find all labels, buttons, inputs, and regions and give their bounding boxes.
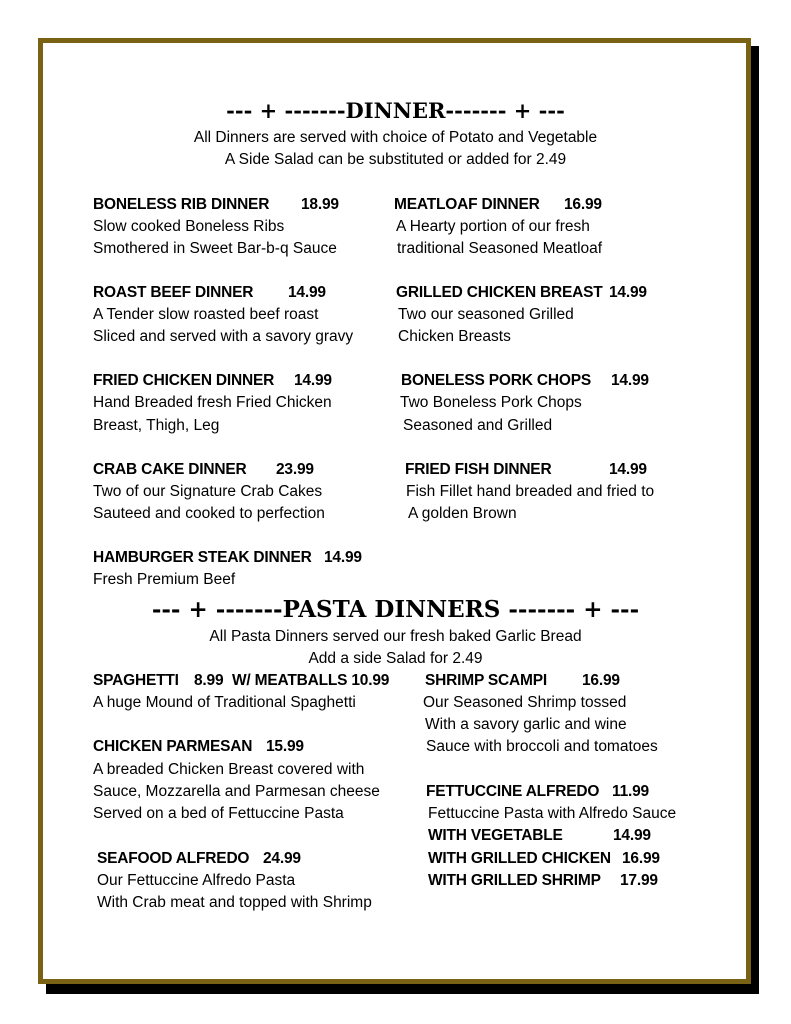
item-desc: Fettuccine Pasta with Alfredo Sauce bbox=[428, 805, 677, 822]
pasta-intro-1: All Pasta Dinners served our fresh baked Garlic Bread bbox=[209, 628, 582, 645]
item-name: FETTUCCINE ALFREDO bbox=[426, 783, 600, 800]
option-price: 17.99 bbox=[620, 872, 658, 889]
item-price: 18.99 bbox=[301, 196, 339, 213]
item-desc: A huge Mound of Traditional Spaghetti bbox=[93, 694, 356, 711]
option-label: WITH GRILLED SHRIMP bbox=[428, 872, 601, 889]
item-desc: Hand Breaded fresh Fried Chicken bbox=[93, 394, 332, 411]
item-price: 14.99 bbox=[609, 284, 647, 301]
item-desc: Smothered in Sweet Bar-b-q Sauce bbox=[93, 240, 337, 257]
item-name: CRAB CAKE DINNER bbox=[93, 461, 247, 478]
item-desc: Sauteed and cooked to perfection bbox=[93, 505, 325, 522]
item-desc: Fresh Premium Beef bbox=[93, 571, 236, 588]
item-desc: Chicken Breasts bbox=[398, 328, 511, 345]
item-price: 8.99 bbox=[194, 672, 224, 689]
item-desc: Sliced and served with a savory gravy bbox=[93, 328, 354, 345]
item-desc: Two of our Signature Crab Cakes bbox=[93, 483, 323, 500]
item-desc: Our Seasoned Shrimp tossed bbox=[423, 694, 627, 711]
item-desc: Two Boneless Pork Chops bbox=[400, 394, 582, 411]
item-desc: Sauce with broccoli and tomatoes bbox=[426, 738, 658, 755]
item-price: 23.99 bbox=[276, 461, 314, 478]
dinner-heading: --- + -------DINNER------- + --- bbox=[226, 98, 565, 123]
item-price: 14.99 bbox=[609, 461, 647, 478]
item-name: MEATLOAF DINNER bbox=[394, 196, 540, 213]
item-desc: A breaded Chicken Breast covered with bbox=[93, 761, 365, 778]
pasta-intro-2: Add a side Salad for 2.49 bbox=[308, 650, 483, 667]
item-price: 24.99 bbox=[263, 850, 301, 867]
item-price: 14.99 bbox=[288, 284, 326, 301]
item-desc: Seasoned and Grilled bbox=[403, 417, 553, 434]
item-name: GRILLED CHICKEN BREAST bbox=[396, 284, 603, 301]
item-desc: With a savory garlic and wine bbox=[425, 716, 627, 733]
item-price: 14.99 bbox=[324, 549, 362, 566]
item-name: BONELESS PORK CHOPS bbox=[401, 372, 591, 389]
item-desc: Two our seasoned Grilled bbox=[398, 306, 574, 323]
item-price: 16.99 bbox=[564, 196, 602, 213]
item-desc: Sauce, Mozzarella and Parmesan cheese bbox=[93, 783, 380, 800]
item-desc: Fish Fillet hand breaded and fried to bbox=[406, 483, 655, 500]
item-name: BONELESS RIB DINNER bbox=[93, 196, 270, 213]
item-desc: A Hearty portion of our fresh bbox=[396, 218, 590, 235]
item-price: 14.99 bbox=[611, 372, 649, 389]
dinner-intro-1: All Dinners are served with choice of Potato and Vegetable bbox=[193, 129, 598, 146]
item-price: 16.99 bbox=[582, 672, 620, 689]
item-desc: With Crab meat and topped with Shrimp bbox=[97, 894, 372, 911]
item-price: 14.99 bbox=[294, 372, 332, 389]
option-label: WITH GRILLED CHICKEN bbox=[428, 850, 611, 867]
item-name: SPAGHETTI bbox=[93, 672, 179, 689]
item-name: FRIED FISH DINNER bbox=[405, 461, 552, 478]
item-name: SHRIMP SCAMPI bbox=[425, 672, 547, 689]
item-desc: Our Fettuccine Alfredo Pasta bbox=[97, 872, 296, 889]
item-name: HAMBURGER STEAK DINNER bbox=[93, 549, 312, 566]
item-extra: W/ MEATBALLS 10.99 bbox=[232, 672, 390, 689]
option-price: 16.99 bbox=[622, 850, 660, 867]
item-name: FRIED CHICKEN DINNER bbox=[93, 372, 275, 389]
item-price: 11.99 bbox=[612, 783, 649, 800]
option-price: 14.99 bbox=[613, 827, 651, 844]
dinner-intro-2: A Side Salad can be substituted or added for 2.49 bbox=[224, 151, 567, 168]
item-name: SEAFOOD ALFREDO bbox=[97, 850, 250, 867]
pasta-heading: --- + -------PASTA DINNERS ------- + --- bbox=[151, 596, 640, 623]
item-name: ROAST BEEF DINNER bbox=[93, 284, 254, 301]
item-desc: Breast, Thigh, Leg bbox=[93, 417, 220, 434]
item-price: 15.99 bbox=[266, 738, 304, 755]
item-desc: A Tender slow roasted beef roast bbox=[93, 306, 319, 323]
item-desc: A golden Brown bbox=[408, 505, 517, 522]
item-desc: Slow cooked Boneless Ribs bbox=[93, 218, 285, 235]
item-desc: traditional Seasoned Meatloaf bbox=[397, 240, 603, 257]
item-desc: Served on a bed of Fettuccine Pasta bbox=[93, 805, 344, 822]
option-label: WITH VEGETABLE bbox=[428, 827, 563, 844]
item-name: CHICKEN PARMESAN bbox=[93, 738, 253, 755]
